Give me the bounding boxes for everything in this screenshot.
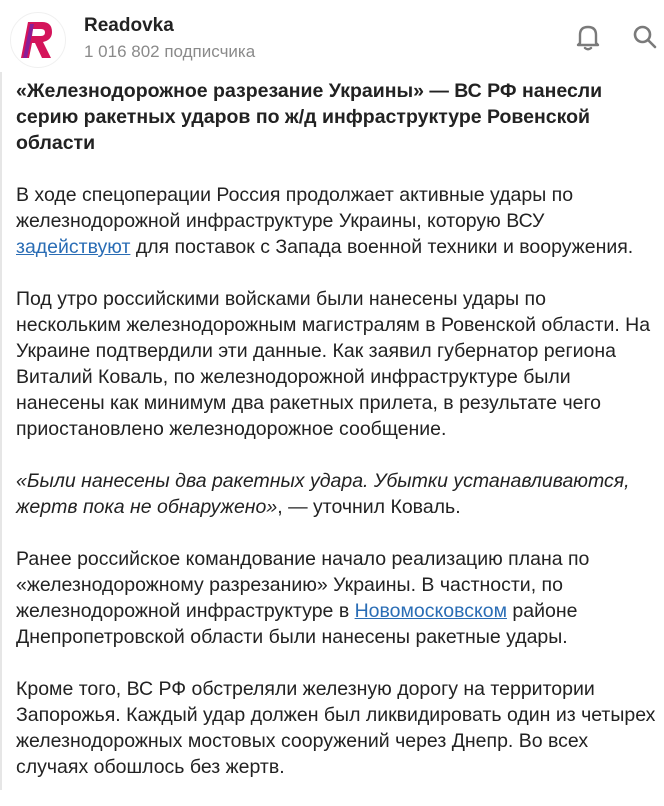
- post-body: [0, 72, 664, 790]
- post-content: [16, 78, 656, 806]
- search-icon[interactable]: [630, 22, 660, 52]
- paragraph-4-text-end: районе Днепропетровской области были нанесены ракетные удары.: [16, 600, 578, 648]
- channel-avatar[interactable]: [10, 12, 66, 68]
- link-zadeistvuyut[interactable]: задействуют: [16, 236, 131, 258]
- paragraph-3-attribution: , — уточнил Коваль.: [277, 496, 461, 518]
- paragraph-4: [16, 546, 656, 650]
- paragraph-5: Кроме того, ВС РФ обстреляли железную дорогу на территории Запорожья. Каждый удар должен был ликвидировать один из четырех железнодорожных мостовых сооружений через Днепр. Во всех случаях обошлось без жертв.: [16, 678, 656, 778]
- paragraph-2: Под утро российскими войсками были нанесены удары по нескольким железнодорожным магистралям в Ровенской области. На Украине подтвердили эти данные. Как заявил губернатор региона Виталий Коваль, по железнодорожной инфраструктуре были нанесены как минимум два ракетных прилета, в результате чего приостановлено железнодорожное сообщение.: [16, 288, 651, 440]
- subscriber-count: 1 016 802 подписчика: [84, 42, 256, 61]
- readovka-logo-icon: [18, 18, 58, 62]
- governor-quote: «Были нанесены два ракетных удара. Убытки устанавливаются, жертв пока не обнаружено»: [16, 470, 630, 518]
- post-headline: «Железнодорожное разрезание Украины» — ВС РФ нанесли серию ракетных ударов по ж/д инфраструктуре Ровенской области: [16, 80, 603, 154]
- paragraph-4-text-start: Ранее российское командование начало реализацию плана по «железнодорожному разрезанию» Украины. В частности, по железнодорожной инфраструктуре в: [16, 548, 590, 622]
- paragraph-1-text-start: В ходе спецоперации Россия продолжает активные удары по железнодорожной инфраструктуре Украины, которую ВСУ: [16, 184, 574, 232]
- bell-icon[interactable]: [573, 22, 603, 52]
- link-novomoskovsk[interactable]: Новомосковском: [354, 600, 507, 622]
- paragraph-1: [16, 182, 656, 260]
- paragraph-3: [16, 468, 656, 520]
- channel-name[interactable]: Readovka: [84, 15, 174, 36]
- paragraph-1-text-end: для поставок с Запада военной техники и вооружения.: [130, 236, 634, 258]
- channel-header: [0, 0, 664, 76]
